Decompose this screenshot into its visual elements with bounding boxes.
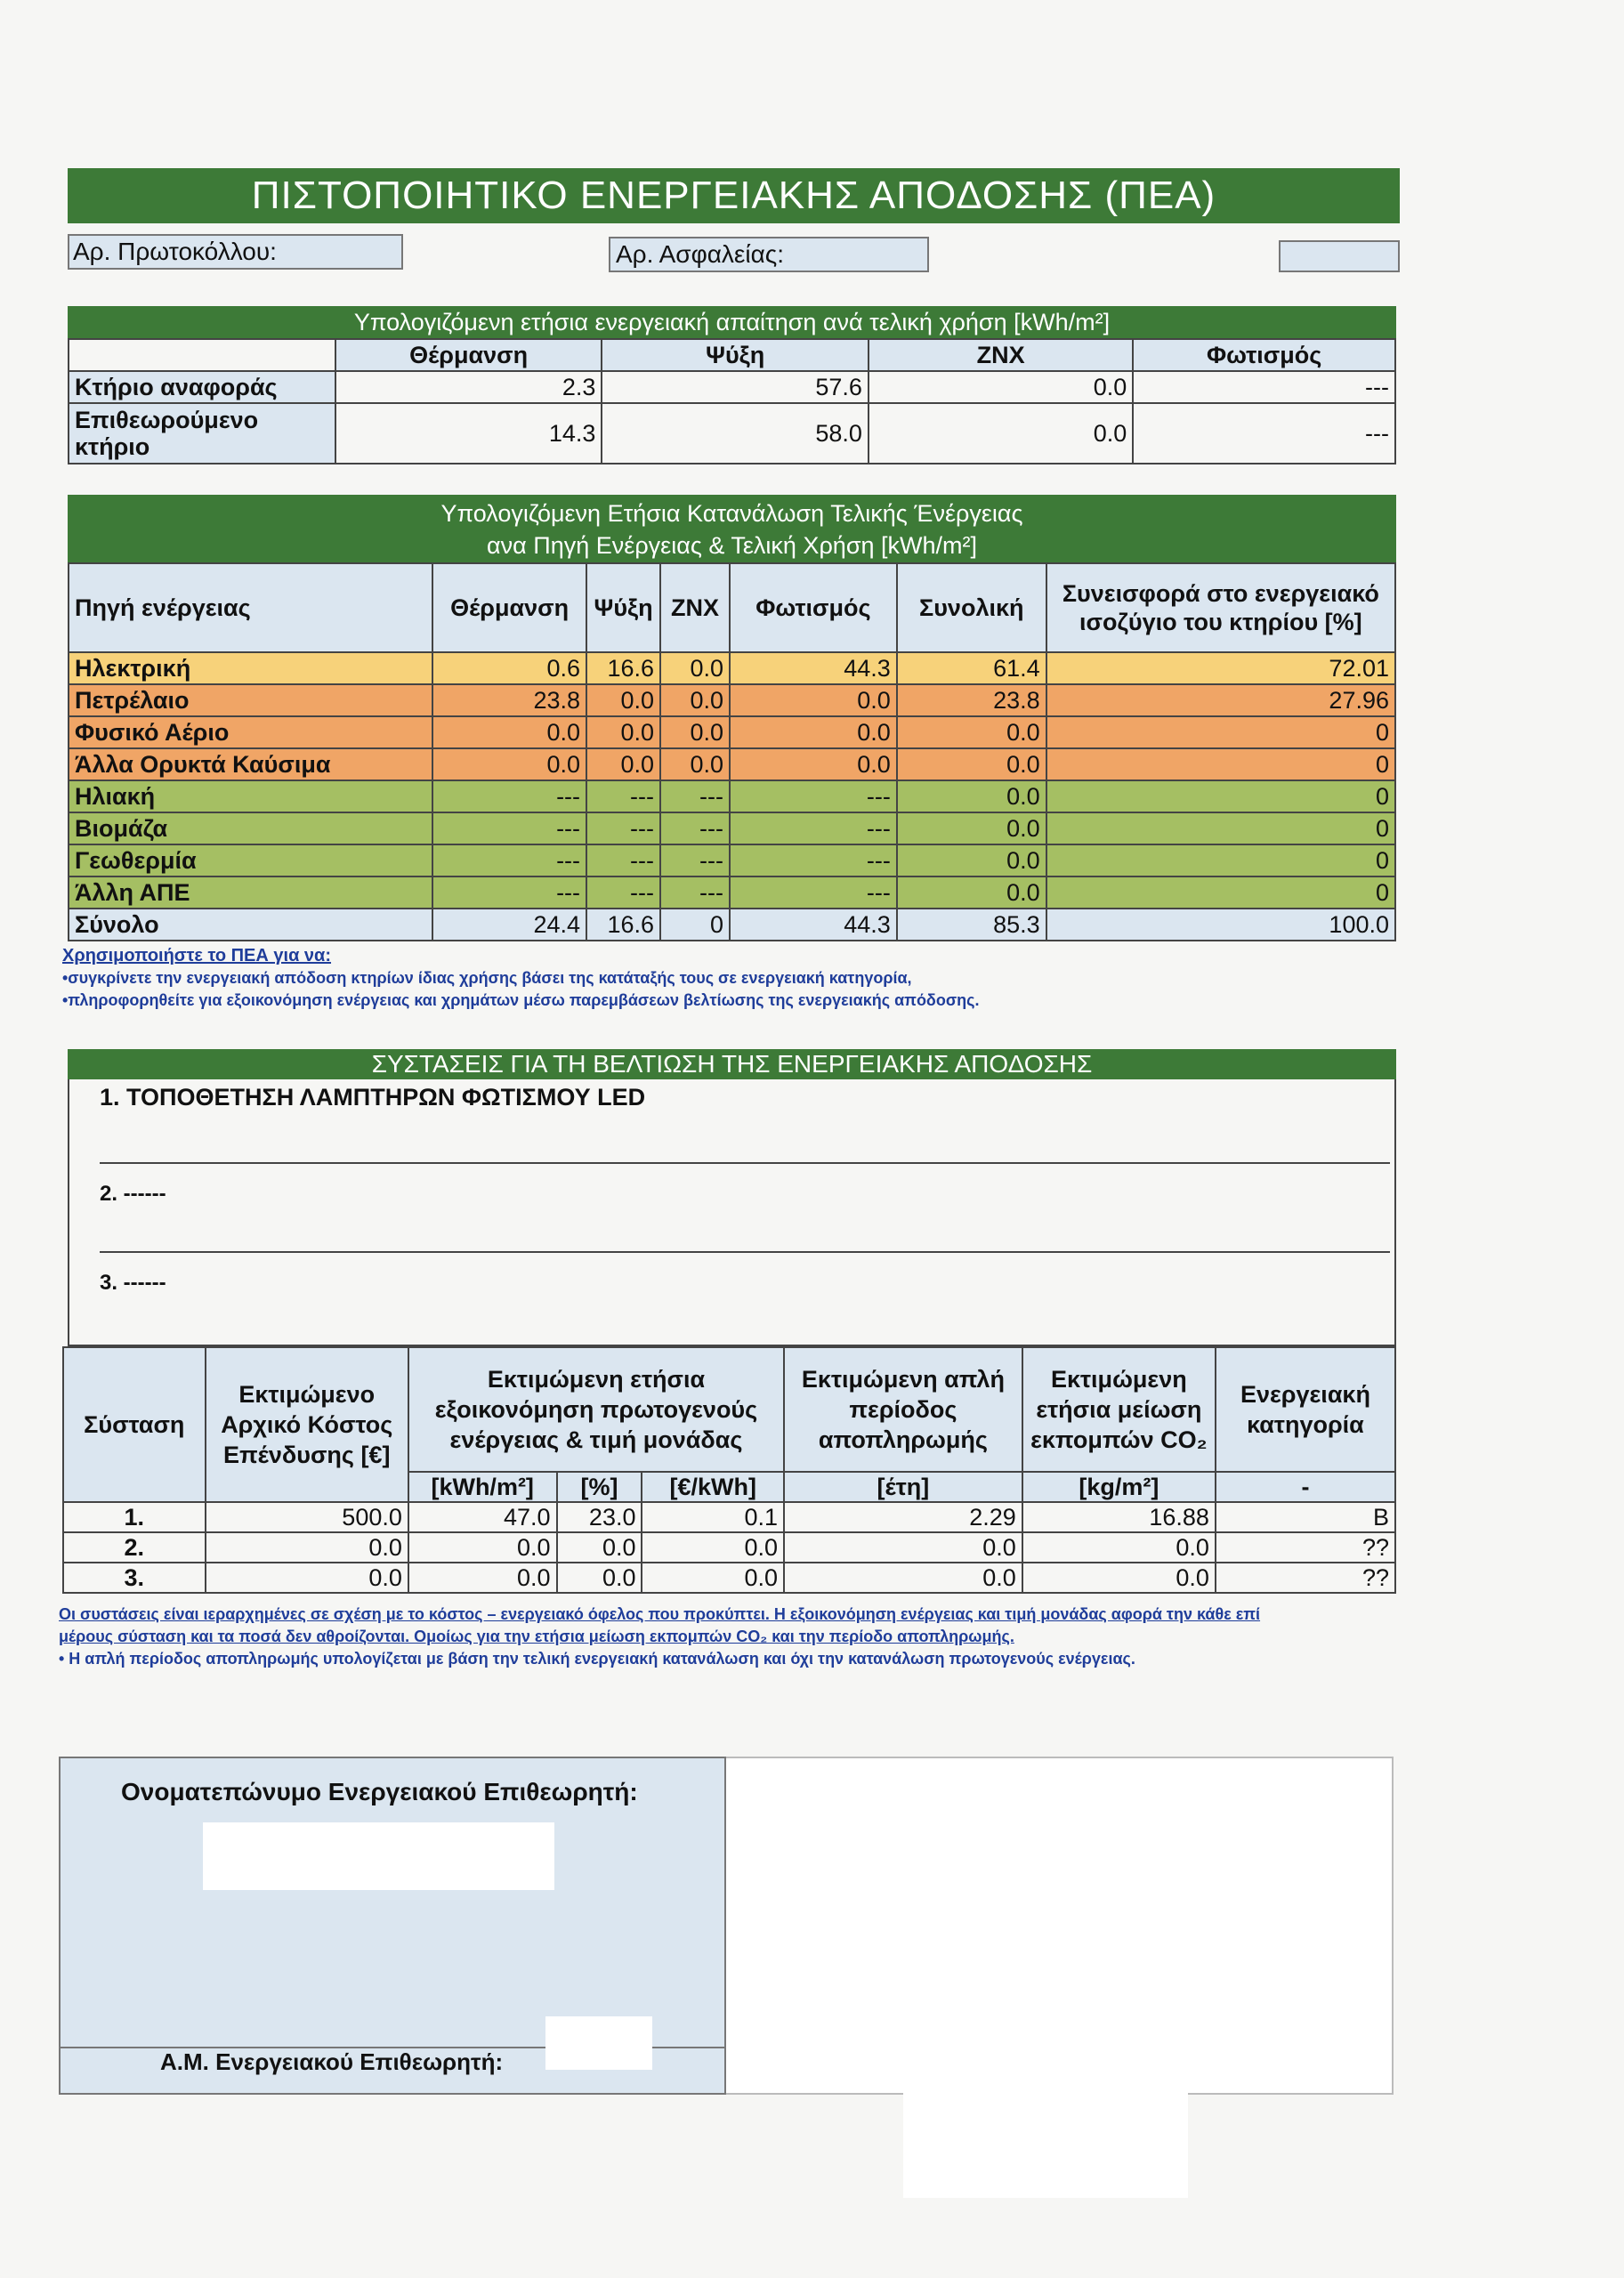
cell: 0.0 — [408, 1563, 557, 1593]
consumption-row — [69, 748, 1395, 780]
col-cooling: Ψύξη — [586, 563, 660, 652]
cell: 0.0 — [784, 1563, 1022, 1593]
cell: 16.88 — [1022, 1502, 1216, 1532]
cell: 0.0 — [660, 652, 730, 684]
cell: 0.0 — [869, 371, 1133, 403]
cell: 44.3 — [730, 652, 897, 684]
cell: B — [1216, 1502, 1395, 1532]
col-recommendation: Σύσταση — [63, 1347, 206, 1502]
cell: 0 — [1046, 748, 1395, 780]
col-source: Πηγή ενέργειας — [69, 563, 432, 652]
consumption-row — [69, 780, 1395, 812]
inspector-name-label: Ονοματεπώνυμο Ενεργειακού Επιθεωρητή: — [121, 1778, 638, 1805]
cell: 0.0 — [784, 1532, 1022, 1563]
cell: 0.0 — [897, 780, 1046, 812]
cell: --- — [730, 876, 897, 909]
cell: 23.8 — [432, 684, 586, 716]
cell: 16.6 — [586, 909, 660, 941]
savings-row — [63, 1532, 1395, 1563]
cell: 0 — [660, 909, 730, 941]
consumption-row — [69, 812, 1395, 844]
cell: 0.0 — [897, 812, 1046, 844]
cell: 0.0 — [897, 716, 1046, 748]
source-label: Πετρέλαιο — [69, 684, 432, 716]
cell: 0.0 — [660, 716, 730, 748]
cell: --- — [730, 844, 897, 876]
cell: 0.0 — [1022, 1563, 1216, 1593]
source-label: Άλλα Ορυκτά Καύσιμα — [69, 748, 432, 780]
inspector-name-field — [203, 1822, 554, 1890]
cell: 2.29 — [784, 1502, 1022, 1532]
source-label: Ηλεκτρική — [69, 652, 432, 684]
cell: 0.0 — [869, 403, 1133, 464]
demand-col-dhw: ΖΝΧ — [869, 339, 1133, 371]
recommendation-item-2: 2. ------ — [100, 1164, 1390, 1253]
usage-note: •συγκρίνετε την ενεργειακή απόδοση κτηρίων ίδιας χρήσης βάσει της κατάταξής τους σε ενεργειακή κατηγορία, — [62, 969, 912, 987]
consumption-table — [68, 562, 1396, 941]
col-cost: Εκτιμώμενο Αρχικό Κόστος Επένδυσης [€] — [206, 1347, 408, 1502]
cell: 0.0 — [1022, 1532, 1216, 1563]
unit: [%] — [557, 1472, 642, 1502]
cell: 47.0 — [408, 1502, 557, 1532]
demand-col-cooling: Ψύξη — [602, 339, 868, 371]
inspector-right-area — [726, 1757, 1394, 2095]
savings-table — [62, 1346, 1396, 1594]
col-savings: Εκτιμώμενη ετήσια εξοικονόμηση πρωτογενούς ενέργειας & τιμή μονάδας — [408, 1347, 784, 1472]
col-heating: Θέρμανση — [432, 563, 586, 652]
cell: 0.6 — [432, 652, 586, 684]
col-total: Συνολική — [897, 563, 1046, 652]
cell: 44.3 — [730, 909, 897, 941]
source-label: Γεωθερμία — [69, 844, 432, 876]
consumption-header-row — [69, 563, 1395, 652]
recommendation-id: 3. — [63, 1563, 206, 1593]
cell: 0.0 — [660, 684, 730, 716]
cell: 16.6 — [586, 652, 660, 684]
unit: [kg/m²] — [1022, 1472, 1216, 1502]
consumption-row — [69, 684, 1395, 716]
cell: --- — [660, 812, 730, 844]
source-label: Άλλη ΑΠΕ — [69, 876, 432, 909]
cell: 0.0 — [730, 684, 897, 716]
cell: ?? — [1216, 1532, 1395, 1563]
cell: --- — [432, 780, 586, 812]
cell: 23.0 — [557, 1502, 642, 1532]
cell: 0.0 — [897, 748, 1046, 780]
consumption-row — [69, 652, 1395, 684]
inspector-am-label: Α.Μ. Ενεργειακού Επιθεωρητή: — [160, 2048, 504, 2075]
unit: [€/kWh] — [642, 1472, 784, 1502]
cell: 57.6 — [602, 371, 868, 403]
footnote: μέρους σύσταση και τα ποσά δεν αθροίζονται. Ομοίως για την ετήσια μείωση εκπομπών CO₂ και την περίοδο αποπληρωμής. — [59, 1628, 1014, 1645]
cell: 0.0 — [432, 716, 586, 748]
cell: --- — [432, 812, 586, 844]
unit: - — [1216, 1472, 1395, 1502]
cell: 72.01 — [1046, 652, 1395, 684]
cell: --- — [432, 844, 586, 876]
unit: [kWh/m²] — [408, 1472, 557, 1502]
savings-body — [63, 1502, 1395, 1593]
demand-table — [68, 338, 1396, 464]
usage-notes-heading: Χρησιμοποιήστε το ΠΕΑ για να: — [62, 946, 332, 965]
footnote: • Η απλή περίοδος αποπληρωμής υπολογίζεται με βάση την τελική ενεργειακή κατανάλωση και όχι την κατανάλωση πρωτογενούς ενέργειας. — [59, 1650, 1135, 1668]
consumption-row — [69, 876, 1395, 909]
cell: 24.4 — [432, 909, 586, 941]
unit: [έτη] — [784, 1472, 1022, 1502]
cell: 0.0 — [206, 1563, 408, 1593]
consumption-title-line1: Υπολογιζόμενη Ετήσια Κατανάλωση Τελικής Ένέργειας — [440, 500, 1023, 527]
cell: 0.0 — [897, 844, 1046, 876]
cell: --- — [660, 780, 730, 812]
demand-table-title: Υπολογιζόμενη ετήσια ενεργειακή απαίτηση ανά τελική χρήση [kWh/m²] — [68, 306, 1396, 338]
cell: --- — [730, 780, 897, 812]
savings-row — [63, 1563, 1395, 1593]
demand-col-heating: Θέρμανση — [335, 339, 602, 371]
cell: 0.0 — [557, 1563, 642, 1593]
footnotes — [59, 1603, 1402, 1670]
consumption-body — [69, 652, 1395, 909]
cell: 0 — [1046, 876, 1395, 909]
demand-header-row — [69, 339, 1395, 371]
cell: 0.0 — [642, 1563, 784, 1593]
source-label: Ηλιακή — [69, 780, 432, 812]
cell: --- — [1133, 371, 1395, 403]
cell: 58.0 — [602, 403, 868, 464]
recommendation-id: 1. — [63, 1502, 206, 1532]
cell: 500.0 — [206, 1502, 408, 1532]
recommendations-box — [68, 1079, 1396, 1346]
cell: --- — [432, 876, 586, 909]
row-label: Κτήριο αναφοράς — [69, 371, 335, 403]
cell: 0.0 — [206, 1532, 408, 1563]
col-contribution: Συνεισφορά στο ενεργειακό ισοζύγιο του κτηρίου [%] — [1046, 563, 1395, 652]
recommendation-id: 2. — [63, 1532, 206, 1563]
cell: 0.0 — [897, 876, 1046, 909]
savings-row — [63, 1502, 1395, 1532]
demand-row-reference — [69, 371, 1395, 403]
source-label: Βιομάζα — [69, 812, 432, 844]
cell: 0.0 — [408, 1532, 557, 1563]
protocol-label: Αρ. Πρωτοκόλλου: — [68, 234, 403, 270]
consumption-row — [69, 844, 1395, 876]
cell: --- — [1133, 403, 1395, 464]
usage-note: •πληροφορηθείτε για εξοικονόμηση ενέργειας και χρημάτων μέσω παρεμβάσεων βελτίωσης της ενεργειακής απόδοσης. — [62, 991, 980, 1009]
consumption-row — [69, 716, 1395, 748]
demand-row-inspected — [69, 403, 1395, 464]
cell: 0.0 — [432, 748, 586, 780]
footnote: Οι συστάσεις είναι ιεραρχημένες σε σχέση με το κόστος – ενεργειακό όφελος που προκύπτει. Η εξοικονόμηση ενέργειας και τιμή μονάδας αφορά την κάθε επί — [59, 1605, 1261, 1623]
recommendation-item-3: 3. ------ — [100, 1271, 166, 1295]
col-payback: Εκτιμώμενη απλή περίοδος αποπληρωμής — [784, 1347, 1022, 1472]
cell: 0.0 — [730, 716, 897, 748]
cell: 100.0 — [1046, 909, 1395, 941]
cell: 0.1 — [642, 1502, 784, 1532]
cell: 2.3 — [335, 371, 602, 403]
recommendation-item-1: 1. ΤΟΠΟΘΕΤΗΣΗ ΛΑΜΠΤΗΡΩΝ ΦΩΤΙΣΜΟΥ LED — [100, 1079, 1390, 1164]
cell: ?? — [1216, 1563, 1395, 1593]
consumption-table-title — [68, 495, 1396, 562]
cell: --- — [660, 844, 730, 876]
cell: 0.0 — [586, 684, 660, 716]
col-dhw: ΖΝΧ — [660, 563, 730, 652]
cell: --- — [586, 844, 660, 876]
usage-notes — [62, 945, 1397, 1012]
cell: 0.0 — [586, 716, 660, 748]
insurance-label: Αρ. Ασφαλείας: — [609, 237, 929, 272]
signature-area — [903, 2056, 1188, 2198]
cell: 23.8 — [897, 684, 1046, 716]
cell: 0.0 — [642, 1532, 784, 1563]
consumption-total-row — [69, 909, 1395, 941]
cell: 0 — [1046, 812, 1395, 844]
cell: 61.4 — [897, 652, 1046, 684]
cell: --- — [660, 876, 730, 909]
consumption-title-line2: ανα Πηγή Ενέργειας & Τελική Χρήση [kWh/m²] — [487, 532, 977, 559]
demand-col-lighting: Φωτισμός — [1133, 339, 1395, 371]
cell: --- — [586, 876, 660, 909]
cell: 0 — [1046, 844, 1395, 876]
cell: 0 — [1046, 780, 1395, 812]
cell: --- — [586, 780, 660, 812]
cell: 0.0 — [660, 748, 730, 780]
cell: --- — [586, 812, 660, 844]
cell: 0 — [1046, 716, 1395, 748]
cell: --- — [730, 812, 897, 844]
col-lighting: Φωτισμός — [730, 563, 897, 652]
col-co2: Εκτιμώμενη ετήσια μείωση εκπομπών CO₂ — [1022, 1347, 1216, 1472]
inspector-am-field — [545, 2016, 652, 2070]
savings-header-row — [63, 1347, 1395, 1472]
total-label: Σύνολο — [69, 909, 432, 941]
insurance-extra-box — [1279, 240, 1400, 272]
row-label: Επιθεωρούμενο κτήριο — [69, 403, 335, 464]
col-energy-class: Ενεργειακή κατηγορία — [1216, 1347, 1395, 1472]
certificate-title: ΠΙΣΤΟΠΟΙΗΤΙΚΟ ΕΝΕΡΓΕΙΑΚΗΣ ΑΠΟΔΟΣΗΣ (ΠΕΑ) — [68, 168, 1400, 223]
recommendations-title: ΣΥΣΤΑΣΕΙΣ ΓΙΑ ΤΗ ΒΕΛΤΙΩΣΗ ΤΗΣ ΕΝΕΡΓΕΙΑΚΗΣ ΑΠΟΔΟΣΗΣ — [68, 1049, 1396, 1079]
inspector-box — [59, 1757, 726, 2095]
cell: 27.96 — [1046, 684, 1395, 716]
cell: 0.0 — [586, 748, 660, 780]
cell: 0.0 — [730, 748, 897, 780]
cell: 0.0 — [557, 1532, 642, 1563]
cell: 14.3 — [335, 403, 602, 464]
source-label: Φυσικό Αέριο — [69, 716, 432, 748]
cell: 85.3 — [897, 909, 1046, 941]
